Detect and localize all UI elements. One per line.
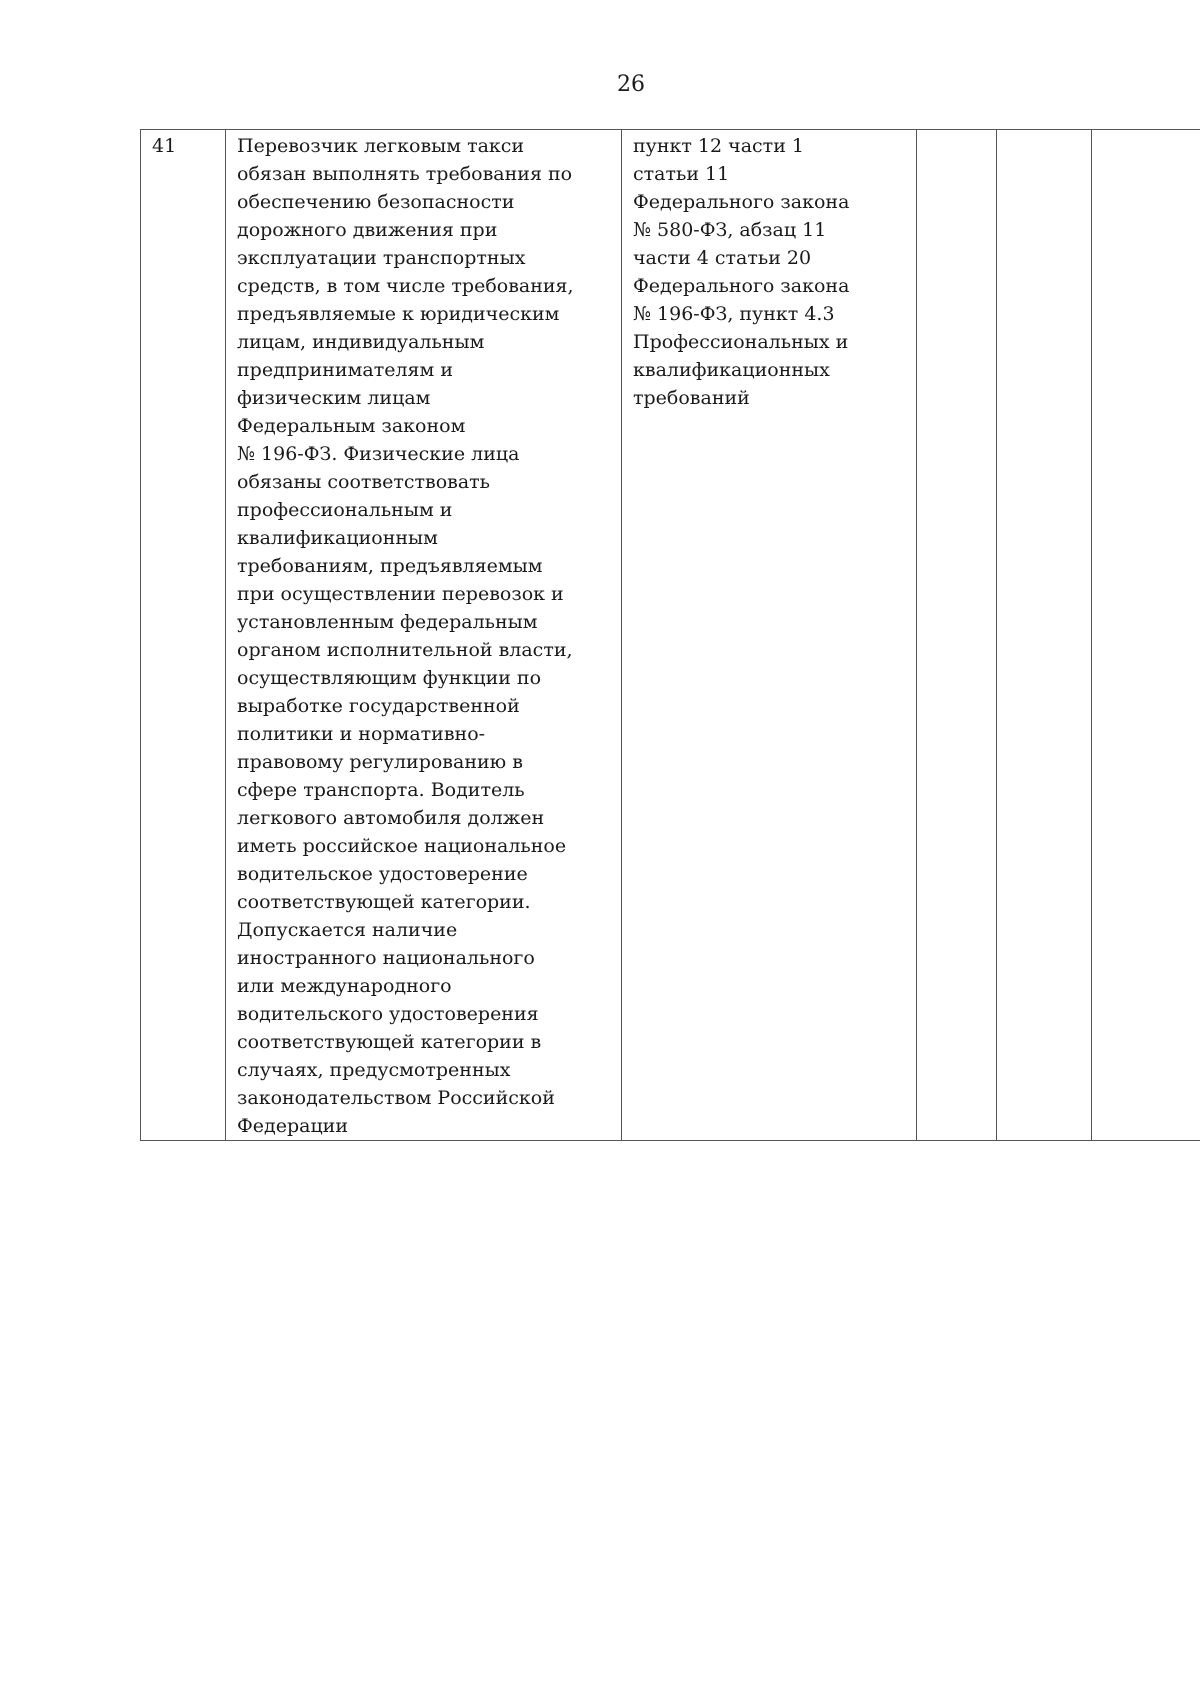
requirement-line: сфере транспорта. Водитель	[237, 779, 525, 801]
requirement-line: соответствующей категории в	[237, 1031, 542, 1053]
reference-line: № 580-ФЗ, абзац 11	[633, 219, 827, 241]
requirement-line: правовому регулированию в	[237, 751, 523, 773]
legal-reference-cell	[622, 130, 917, 1141]
requirement-line: дорожного движения при	[237, 219, 498, 241]
requirement-line: водительского удостоверения	[237, 1003, 539, 1025]
requirement-line: выработке государственной	[237, 695, 520, 717]
row-number-cell	[141, 130, 226, 1141]
requirement-line: Перевозчик легковым такси	[237, 135, 525, 157]
reference-line: статьи 11	[633, 163, 730, 185]
requirement-line: обязан выполнять требования по	[237, 163, 573, 185]
requirement-line: осуществляющим функции по	[237, 667, 542, 689]
requirement-line: Федеральным законом	[237, 415, 466, 437]
requirement-line: водительское удостоверение	[237, 863, 528, 885]
requirement-line: физическим лицам	[237, 387, 431, 409]
requirement-line: средств, в том числе требования,	[237, 275, 574, 297]
empty-cell	[1092, 130, 1200, 1141]
requirement-line: № 196-ФЗ. Физические лица	[237, 443, 520, 465]
requirement-line: случаях, предусмотренных	[237, 1059, 511, 1081]
empty-cell	[997, 130, 1092, 1141]
requirement-line: политики и нормативно-	[237, 723, 486, 745]
requirement-line: предпринимателям и	[237, 359, 453, 381]
requirement-line: законодательством Российской	[237, 1087, 555, 1109]
empty-cell	[917, 130, 997, 1141]
requirement-line: предъявляемые к юридическим	[237, 303, 560, 325]
requirement-line: при осуществлении перевозок и	[237, 583, 564, 605]
requirements-table	[140, 129, 1200, 1141]
requirement-line: обеспечению безопасности	[237, 191, 515, 213]
reference-line: требований	[633, 387, 750, 409]
reference-line: квалификационных	[633, 359, 830, 381]
requirement-line: Допускается наличие	[237, 919, 458, 941]
requirement-line: обязаны соответствовать	[237, 471, 491, 493]
reference-line: Профессиональных и	[633, 331, 849, 353]
requirement-line: эксплуатации транспортных	[237, 247, 526, 269]
requirement-line: иностранного национального	[237, 947, 535, 969]
requirement-line: легкового автомобиля должен	[237, 807, 545, 829]
requirement-line: профессиональным и	[237, 499, 453, 521]
requirement-line: иметь российское национальное	[237, 835, 567, 857]
requirement-line: органом исполнительной власти,	[237, 639, 573, 661]
reference-line: части 4 статьи 20	[633, 247, 812, 269]
reference-line: пункт 12 части 1	[633, 135, 804, 157]
reference-line: Федерального закона	[633, 191, 850, 213]
row-number: 41	[152, 135, 177, 157]
page-number: 26	[617, 72, 645, 97]
reference-line: Федерального закона	[633, 275, 850, 297]
requirement-line: лицам, индивидуальным	[237, 331, 485, 353]
table-row	[141, 130, 1200, 1141]
requirement-line: Федерации	[237, 1115, 348, 1137]
requirement-line: требованиям, предъявляемым	[237, 555, 543, 577]
requirement-line: или международного	[237, 975, 452, 997]
requirement-line: соответствующей категории.	[237, 891, 531, 913]
requirement-text-cell	[226, 130, 622, 1141]
requirement-line: квалификационным	[237, 527, 438, 549]
requirement-line: установленным федеральным	[237, 611, 538, 633]
reference-line: № 196-ФЗ, пункт 4.3	[633, 303, 835, 325]
